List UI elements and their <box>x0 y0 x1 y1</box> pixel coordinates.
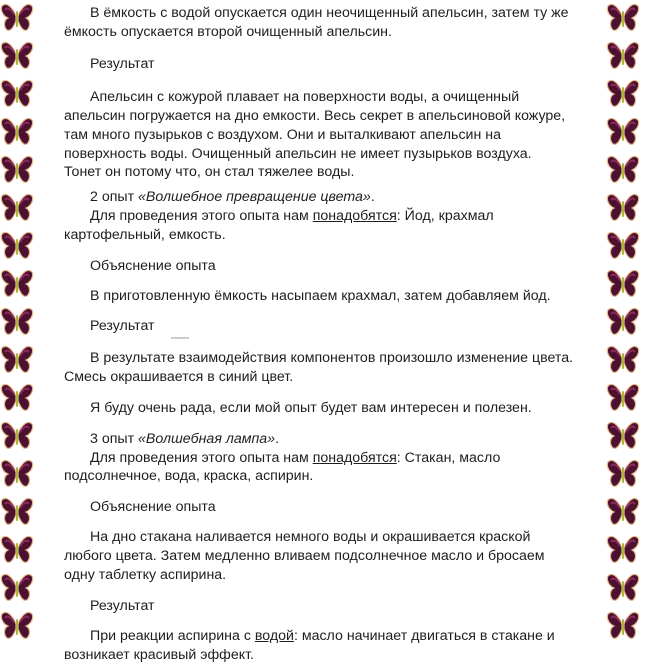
heading-explanation: Объяснение опыта <box>90 258 216 274</box>
butterfly-icon <box>0 572 34 602</box>
experiment-2-materials: Для проведения этого опыта нам понадобятся: Йод, крахмал <box>90 208 494 224</box>
heading-result: Результат <box>90 56 155 72</box>
experiment-3-title: 3 опыт «Волшебная лампа». <box>90 431 280 447</box>
butterfly-icon <box>0 2 34 32</box>
link-ponadobyatsya[interactable]: понадобятся <box>312 450 397 466</box>
link-vodoy[interactable]: водой <box>254 628 294 644</box>
link-ponadobyatsya[interactable]: понадобятся <box>312 208 397 224</box>
butterfly-icon <box>0 40 34 70</box>
paragraph-line: возникает красивый эффект. <box>64 647 254 663</box>
butterfly-icon <box>0 78 34 108</box>
paragraph: В ёмкость с водой опускается один неочищенный апельсин, затем ту же <box>90 5 569 21</box>
paragraph-line: подсолнечное, вода, краска, аспирин. <box>64 468 314 484</box>
paragraph-line: ёмкость опускается второй очищенный апельсин. <box>64 24 392 40</box>
paragraph: На дно стакана наливается немного воды и окрашивается краской <box>90 529 531 545</box>
experiment-2-title: 2 опыт «Волшебное превращение цвета». <box>90 189 375 205</box>
paragraph-line: картофельный, емкость. <box>64 227 226 243</box>
butterfly-icon <box>0 116 34 146</box>
butterfly-icon <box>0 534 34 564</box>
paragraph-line: поверхность воды. Очищенный апельсин не имеет пузырьков воздуха. <box>64 146 532 162</box>
butterfly-border-left <box>0 0 36 650</box>
butterfly-icon <box>0 420 34 450</box>
paragraph-line: одну таблетку аспирина. <box>64 567 227 583</box>
experiment-3-materials: Для проведения этого опыта нам понадобятся: Стакан, масло <box>90 450 501 466</box>
paragraph-line: там много пузырьков с воздухом. Они и выталкивают апельсин на <box>64 127 501 143</box>
butterfly-icon <box>0 458 34 488</box>
butterfly-icon <box>0 306 34 336</box>
paragraph-line: апельсин погружается на дно емкости. Весь секрет в апельсиновой кожуре, <box>64 108 566 124</box>
heading-explanation: Объяснение опыта <box>90 499 216 515</box>
paragraph: Я буду очень рада, если мой опыт будет вам интересен и полезен. <box>90 400 532 416</box>
scan-artifact <box>171 337 189 339</box>
butterfly-icon <box>0 268 34 298</box>
butterfly-icon <box>0 154 34 184</box>
paragraph: При реакции аспирина с водой: масло начинает двигаться в стакане и <box>90 628 555 644</box>
paragraph: В результате взаимодействия компонентов произошло изменение цвета. <box>90 350 574 366</box>
butterfly-icon <box>0 382 34 412</box>
paragraph-line: Смесь окрашивается в синий цвет. <box>64 369 294 385</box>
paragraph: В приготовленную ёмкость насыпаем крахмал, затем добавляем йод. <box>90 288 551 304</box>
heading-result: Результат <box>90 598 155 614</box>
paragraph: Апельсин с кожурой плавает на поверхности воды, а очищенный <box>90 89 520 105</box>
butterfly-icon <box>0 496 34 526</box>
butterfly-icon <box>0 344 34 374</box>
butterfly-icon <box>0 192 34 222</box>
paragraph-line: Тонет он потому что, он стал тяжелее воды. <box>64 164 355 180</box>
butterfly-icon <box>0 230 34 260</box>
butterfly-icon <box>0 610 34 640</box>
heading-result: Результат <box>90 318 155 334</box>
paragraph-line: любого цвета. Затем медленно вливаем подсолнечное масло и бросаем <box>64 548 545 564</box>
